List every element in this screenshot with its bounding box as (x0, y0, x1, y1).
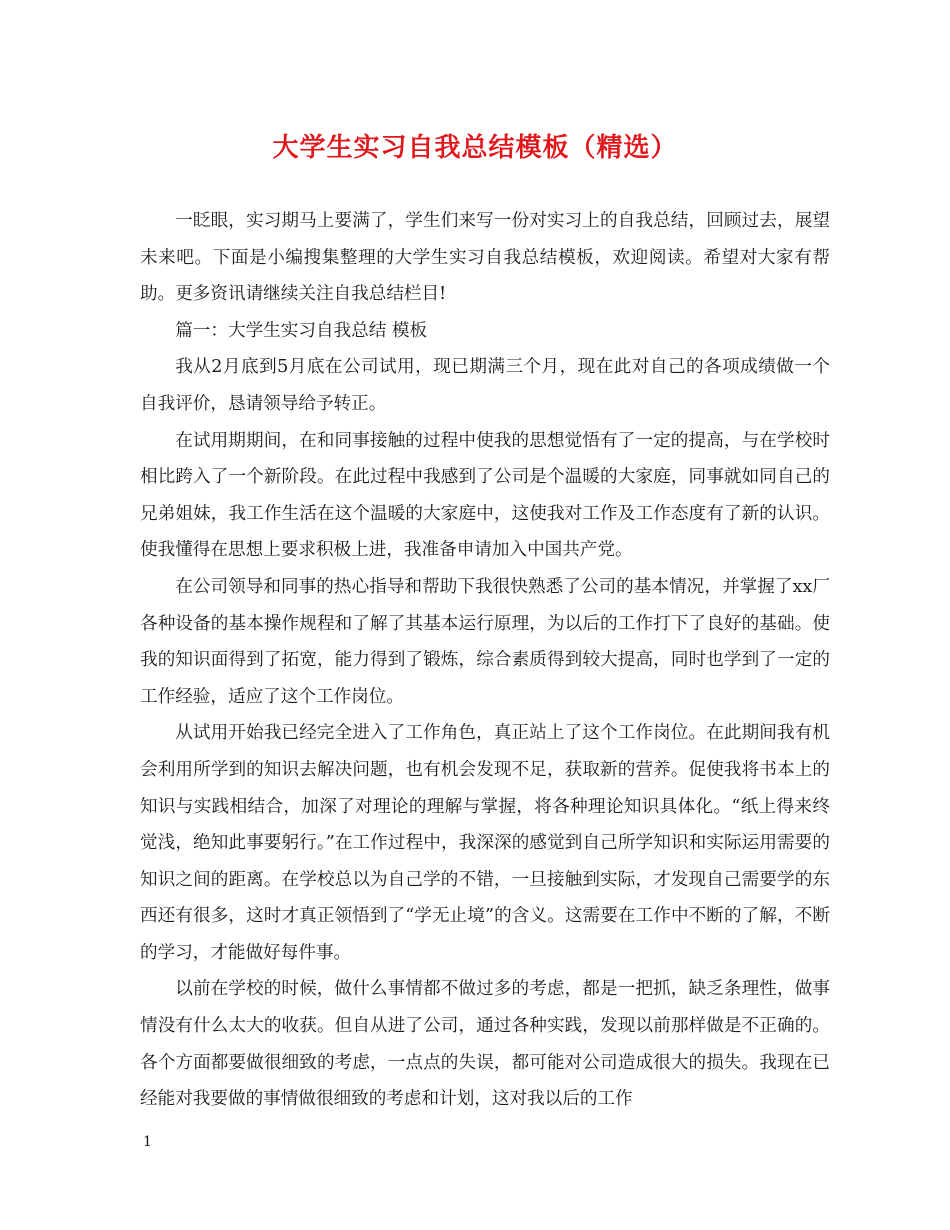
page-number: 1 (143, 1134, 152, 1150)
paragraph-section-heading: 篇一：大学生实习自我总结 模板 (175, 320, 428, 341)
paragraph-thinking: 在试用期期间，在和同事接触的过程中使我的思想觉悟有了一定的提高，与在学校时相比跨入了一个新阶段。在此过程中我感到了公司是个温暖的大家庭，同事就如同自己的兄弟姐妹，我工作生活在这个温暖的大家庭中，这使我对工作及工作态度有了新的认识。使我懂得在思想上要求积极上进，我准备申请加入中国共产党。 (140, 430, 830, 561)
paragraph-before-school: 以前在学校的时候，做什么事情都不做过多的考虑，都是一把抓，缺乏条理性，做事情没有什么太大的收获。但自从进了公司，通过各种实践，发现以前那样做是不正确的。各个方面都要做很细致的考虑，一点点的失误，都可能对公司造成很大的损失。我现在已经能对我要做的事情做很细致的考虑和计划，这对我以后的工作 (140, 979, 830, 1110)
document-body (140, 203, 830, 1118)
document-title: 大学生实习自我总结模板（精选） (272, 133, 678, 163)
paragraph-trial-period: 我从2月底到5月底在公司试用，现已期满三个月，现在此对自己的各项成绩做一个自我评价，恳请领导给予转正。 (140, 357, 830, 414)
paragraph-guidance: 在公司领导和同事的热心指导和帮助下我很快熟悉了公司的基本情况，并掌握了xx厂各种设备的基本操作规程和了解了其基本运行原理，为以后的工作打下了良好的基础。使我的知识面得到了拓宽，能力得到了锻炼，综合素质得到较大提高，同时也学到了一定的工作经验，适应了这个工作岗位。 (140, 576, 830, 707)
paragraph-intro: 一眨眼，实习期马上要满了，学生们来写一份对实习上的自我总结，回顾过去，展望未来吧。下面是小编搜集整理的大学生实习自我总结模板，欢迎阅读。希望对大家有帮助。更多资讯请继续关注自我总结栏目! (140, 211, 830, 305)
paragraph-work-role: 从试用开始我已经完全进入了工作角色，真正站上了这个工作岗位。在此期间我有机会利用所学到的知识去解决问题，也有机会发现不足，获取新的营养。促使我将书本上的知识与实践相结合，加深了对理论的理解与掌握，将各种理论知识具体化。“纸上得来终觉浅，绝知此事要躬行。”在工作过程中，我深深的感觉到自己所学知识和实际运用需要的知识之间的距离。在学校总以为自己学的不错，一旦接触到实际，才发现自己需要学的东西还有很多，这时才真正领悟到了“学无止境”的含义。这需要在工作中不断的了解，不断的学习，才能做好每件事。 (140, 723, 830, 963)
